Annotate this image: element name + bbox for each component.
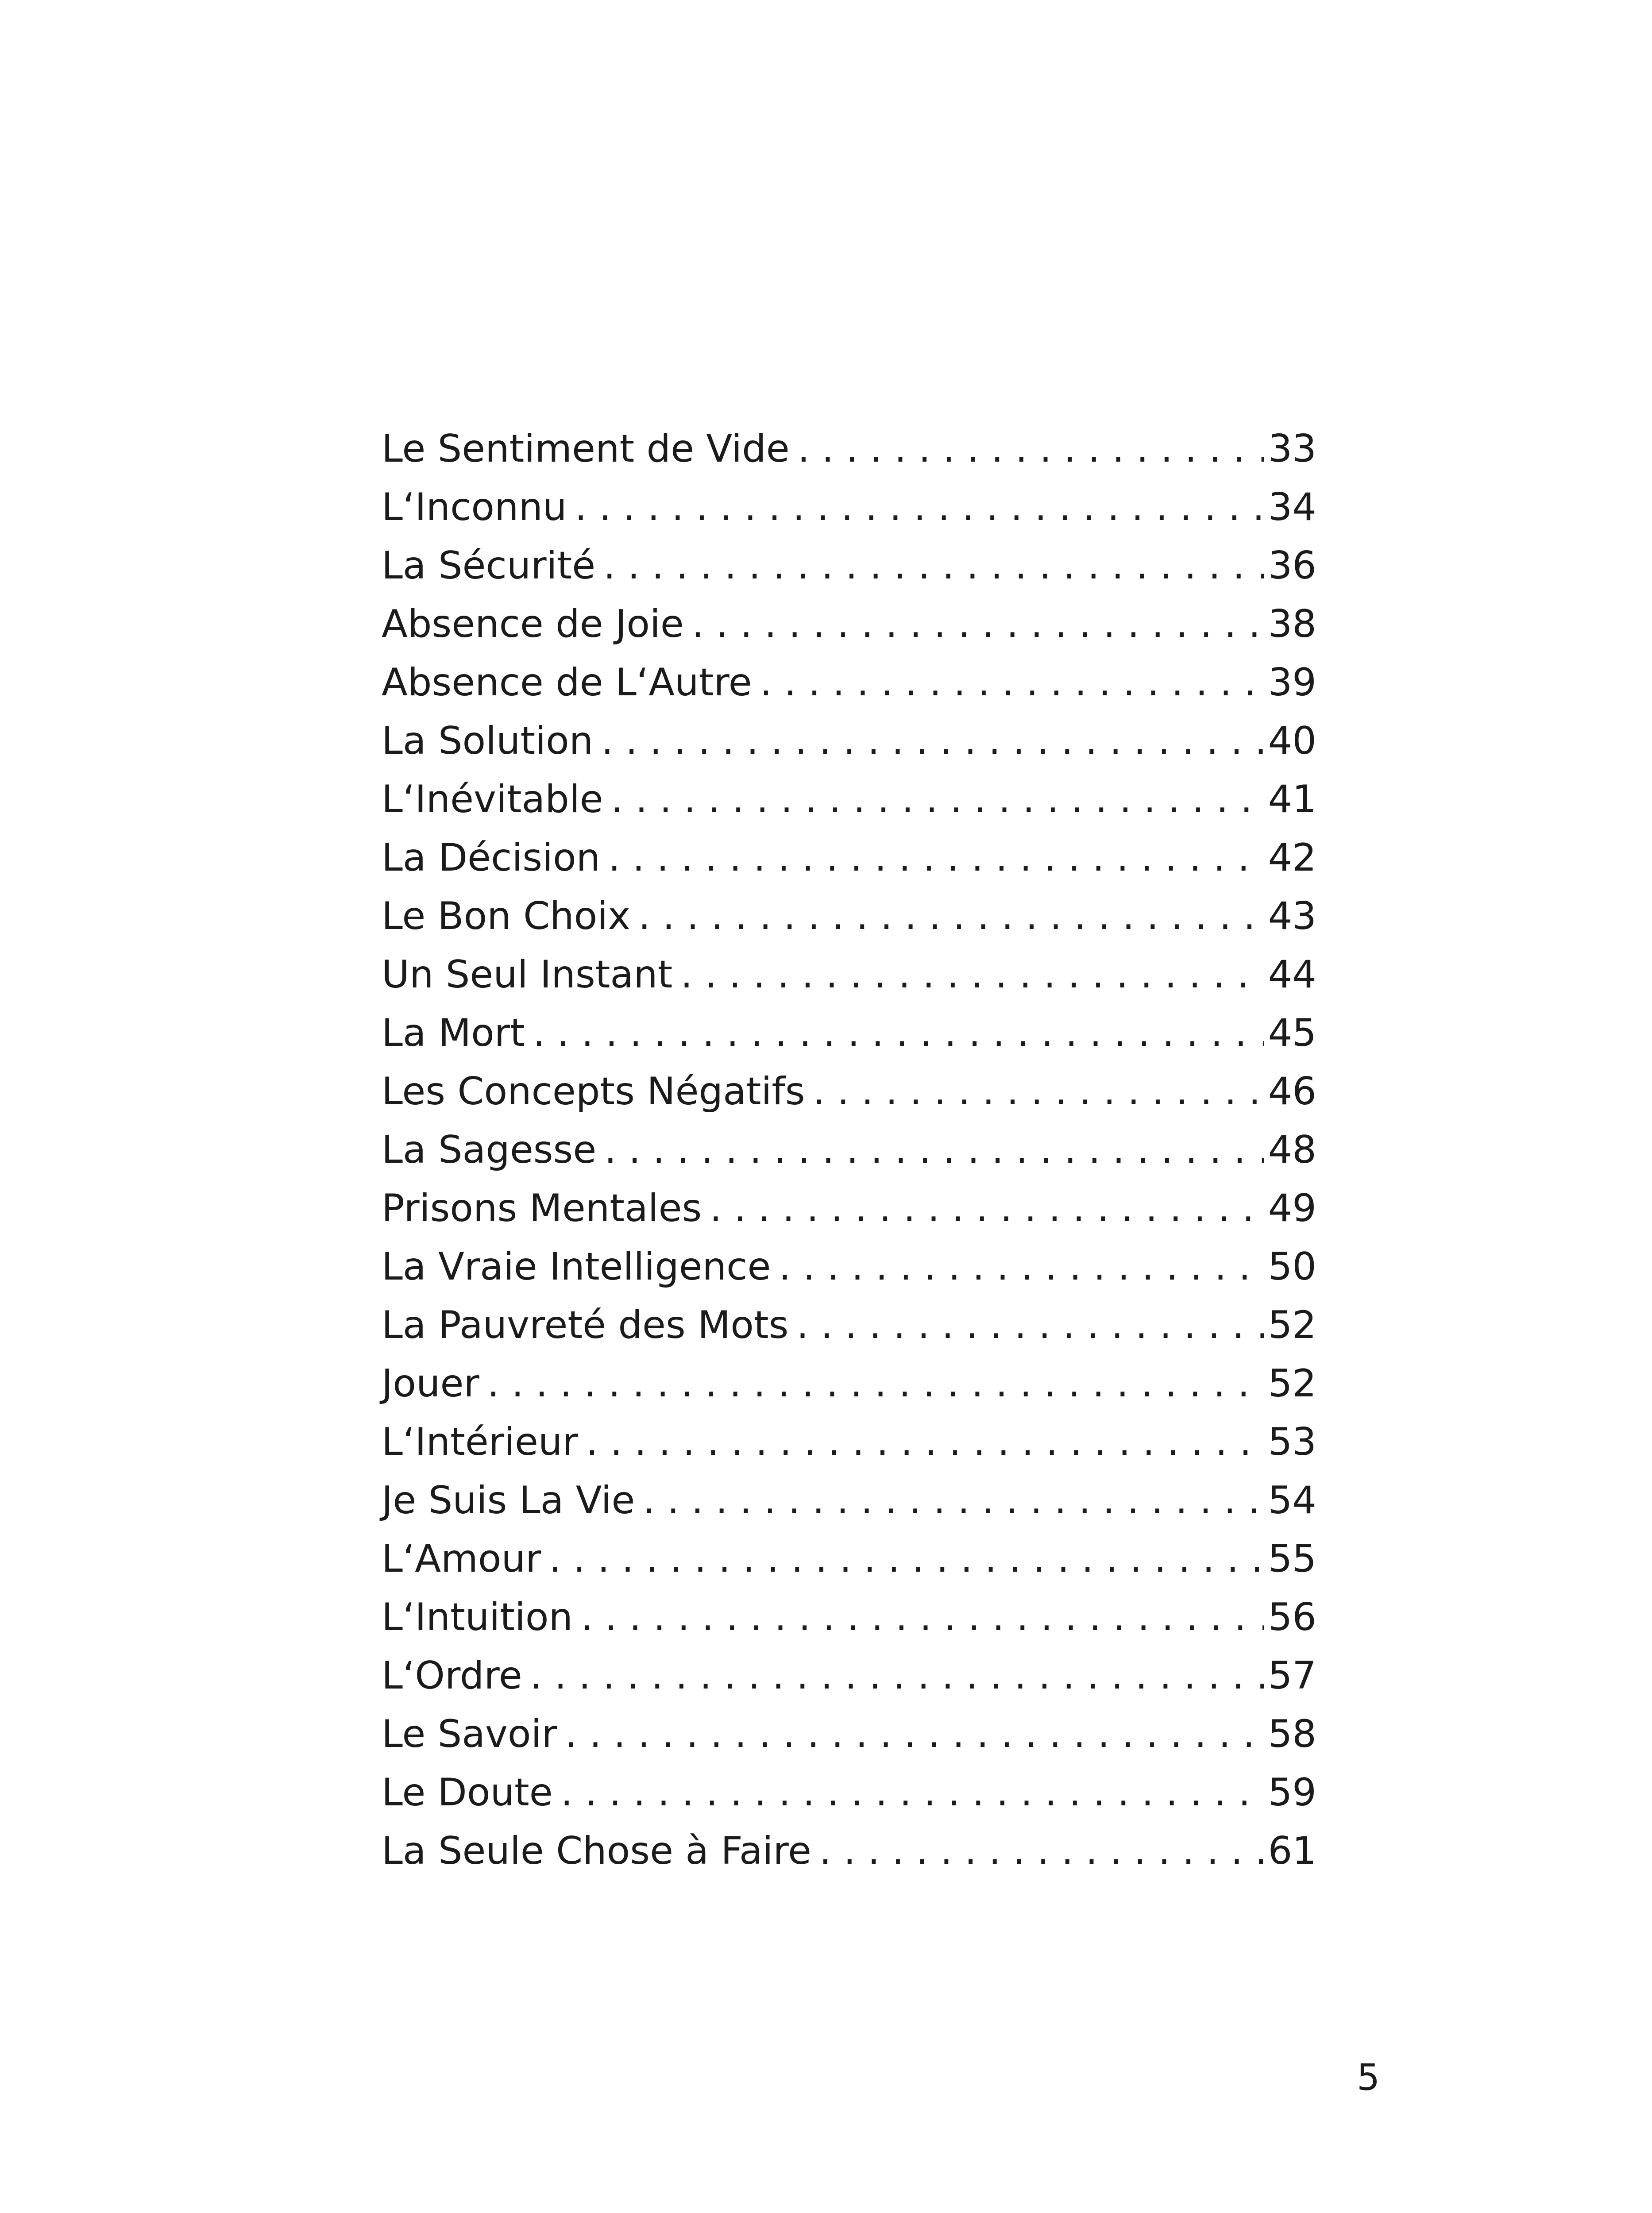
toc-entry <box>382 536 1316 595</box>
toc-entry-title: La Seule Chose à Faire <box>382 1829 811 1873</box>
toc-entry-page: 56 <box>1268 1595 1316 1639</box>
toc-entry-page: 43 <box>1268 894 1316 938</box>
toc-entry-title: La Mort <box>382 1011 525 1055</box>
toc-entry-title: La Décision <box>382 836 601 880</box>
toc-entry <box>382 887 1316 945</box>
toc-entry <box>382 1646 1316 1705</box>
toc-entry <box>382 1179 1316 1238</box>
toc-entry-page: 52 <box>1268 1303 1316 1347</box>
toc-entry-title: La Vraie Intelligence <box>382 1245 771 1289</box>
toc-dot-leader <box>575 478 1264 536</box>
toc-entry-page: 57 <box>1268 1654 1316 1698</box>
toc-dot-leader <box>611 770 1264 829</box>
toc-entry-page: 45 <box>1268 1011 1316 1055</box>
toc-entry <box>382 420 1316 478</box>
toc-entry-page: 53 <box>1268 1420 1316 1464</box>
toc-entry-page: 40 <box>1268 719 1316 763</box>
toc-entry-title: L‘Intérieur <box>382 1420 578 1464</box>
toc-entry-title: Absence de L‘Autre <box>382 660 752 705</box>
toc-entry-page: 41 <box>1268 777 1316 821</box>
toc-dot-leader <box>581 1588 1264 1646</box>
toc-entry <box>382 1471 1316 1530</box>
toc-dot-leader <box>533 1004 1264 1062</box>
toc-entry <box>382 945 1316 1004</box>
toc-entry-page: 58 <box>1268 1712 1316 1756</box>
toc-entry-title: La Solution <box>382 719 594 763</box>
toc-dot-leader <box>798 420 1264 478</box>
toc-entry-page: 34 <box>1268 485 1316 529</box>
toc-entry-page: 39 <box>1268 660 1316 705</box>
toc-entry-page: 59 <box>1268 1770 1316 1815</box>
table-of-contents <box>382 420 1316 1880</box>
toc-entry <box>382 1413 1316 1471</box>
toc-dot-leader <box>819 1822 1264 1880</box>
toc-dot-leader <box>549 1530 1264 1588</box>
page-number: 5 <box>1357 2057 1380 2099</box>
toc-entry <box>382 1705 1316 1763</box>
toc-dot-leader <box>760 653 1264 712</box>
toc-entry-page: 52 <box>1268 1361 1316 1406</box>
toc-dot-leader <box>692 595 1264 653</box>
toc-entry <box>382 829 1316 887</box>
toc-dot-leader <box>561 1763 1264 1822</box>
toc-dot-leader <box>710 1179 1264 1238</box>
toc-dot-leader <box>530 1646 1264 1705</box>
toc-entry-page: 50 <box>1268 1245 1316 1289</box>
toc-entry-page: 44 <box>1268 952 1316 997</box>
toc-dot-leader <box>643 1471 1264 1530</box>
toc-entry <box>382 1354 1316 1413</box>
toc-entry-title: Le Doute <box>382 1770 553 1815</box>
toc-entry-page: 46 <box>1268 1069 1316 1114</box>
toc-entry-page: 48 <box>1268 1128 1316 1172</box>
toc-entry-title: L‘Intuition <box>382 1595 573 1639</box>
toc-entry-page: 38 <box>1268 602 1316 646</box>
toc-entry <box>382 712 1316 770</box>
toc-dot-leader <box>796 1296 1264 1354</box>
toc-entry-title: Un Seul Instant <box>382 952 673 997</box>
toc-entry <box>382 1004 1316 1062</box>
toc-entry-title: L‘Inconnu <box>382 485 567 529</box>
toc-dot-leader <box>565 1705 1264 1763</box>
toc-entry <box>382 1763 1316 1822</box>
toc-entry-page: 36 <box>1268 544 1316 588</box>
toc-entry <box>382 770 1316 829</box>
toc-dot-leader <box>586 1413 1264 1471</box>
toc-dot-leader <box>601 712 1264 770</box>
toc-entry-title: L‘Amour <box>382 1537 541 1581</box>
toc-entry-title: L‘Inévitable <box>382 777 603 821</box>
toc-entry <box>382 1588 1316 1646</box>
toc-entry <box>382 1121 1316 1179</box>
toc-entry <box>382 1296 1316 1354</box>
toc-entry <box>382 653 1316 712</box>
toc-entry <box>382 1530 1316 1588</box>
toc-entry-title: Le Bon Choix <box>382 894 631 938</box>
toc-entry-page: 42 <box>1268 836 1316 880</box>
toc-entry <box>382 1238 1316 1296</box>
toc-entry-title: Le Savoir <box>382 1712 557 1756</box>
toc-entry-page: 61 <box>1268 1829 1316 1873</box>
toc-entry <box>382 1822 1316 1880</box>
toc-dot-leader <box>608 829 1264 887</box>
toc-entry-title: Le Sentiment de Vide <box>382 427 790 471</box>
toc-dot-leader <box>487 1354 1264 1413</box>
toc-entry-page: 54 <box>1268 1478 1316 1523</box>
toc-entry-title: Je Suis La Vie <box>382 1478 635 1523</box>
toc-entry <box>382 595 1316 653</box>
toc-dot-leader <box>604 1121 1264 1179</box>
toc-dot-leader <box>813 1062 1265 1121</box>
toc-entry-title: La Pauvreté des Mots <box>382 1303 789 1347</box>
toc-entry-title: La Sagesse <box>382 1128 597 1172</box>
toc-dot-leader <box>779 1238 1264 1296</box>
toc-dot-leader <box>603 536 1264 595</box>
toc-entry-page: 33 <box>1268 427 1316 471</box>
toc-entry-page: 49 <box>1268 1186 1316 1230</box>
toc-entry-title: Jouer <box>382 1361 479 1406</box>
toc-entry <box>382 1062 1316 1121</box>
toc-entry-title: La Sécurité <box>382 544 596 588</box>
toc-entry-title: L‘Ordre <box>382 1654 522 1698</box>
toc-entry <box>382 478 1316 536</box>
toc-entry-title: Absence de Joie <box>382 602 684 646</box>
toc-entry-title: Prisons Mentales <box>382 1186 702 1230</box>
toc-entry-page: 55 <box>1268 1537 1316 1581</box>
toc-dot-leader <box>680 945 1264 1004</box>
toc-entry-title: Les Concepts Négatifs <box>382 1069 805 1114</box>
toc-dot-leader <box>638 887 1264 945</box>
